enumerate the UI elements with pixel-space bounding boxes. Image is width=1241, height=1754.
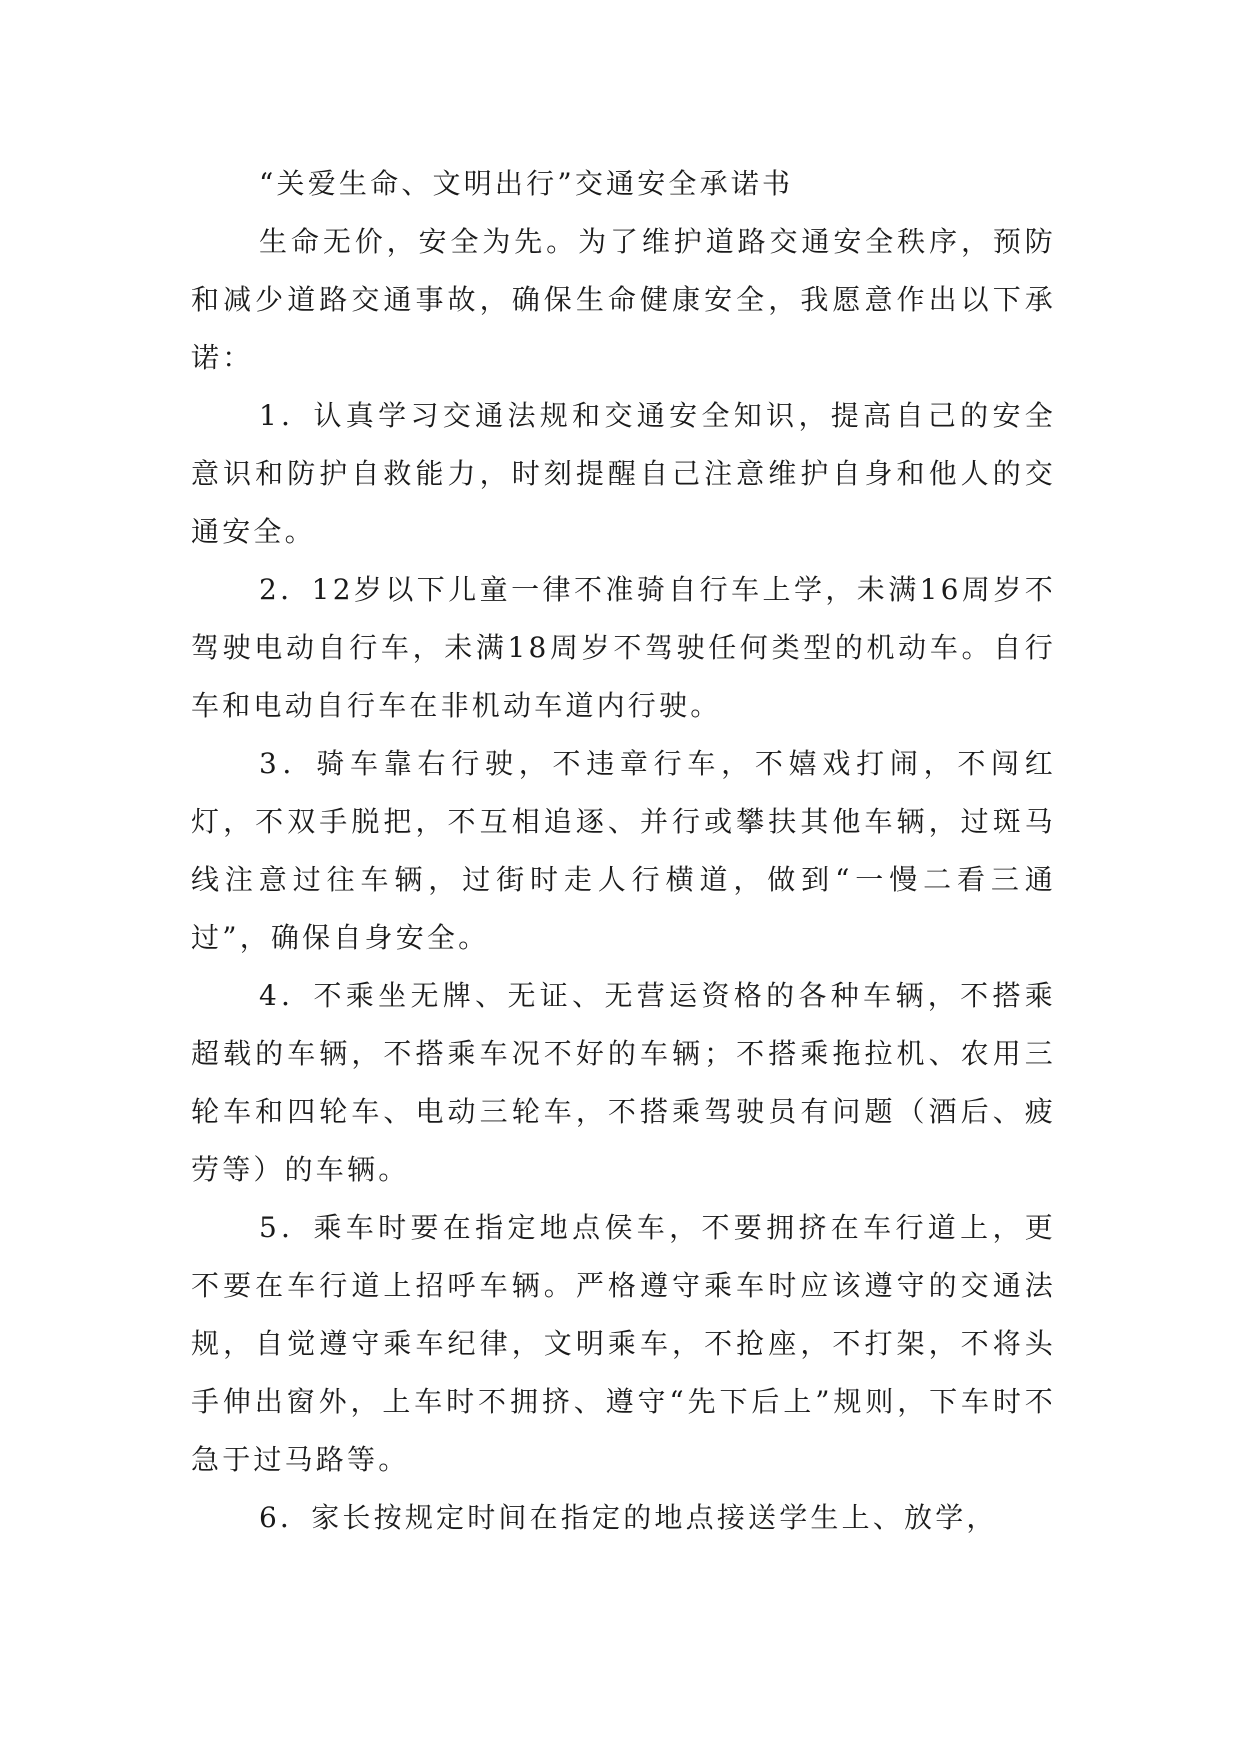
paragraph-item-5: 5．乘车时要在指定地点侯车，不要拥挤在车行道上，更不要在车行道上招呼车辆。严格遵守乘车时应该遵守的交通法规，自觉遵守乘车纪律，文明乘车，不抢座，不打架，不将头手伸出窗外，上车时不拥挤、遵守“先下后上”规则，下车时不急于过马路等。	[191, 1211, 1056, 1476]
paragraph-item-1: 1．认真学习交通法规和交通安全知识，提高自己的安全意识和防护自救能力，时刻提醒自己注意维护自身和他人的交通安全。	[191, 399, 1056, 548]
paragraph-item-3: 3．骑车靠右行驶，不违章行车，不嬉戏打闹，不闯红灯，不双手脱把，不互相追逐、并行或攀扶其他车辆，过斑马线注意过往车辆，过街时走人行横道，做到“一慢二看三通过”，确保自身安全。	[191, 747, 1056, 954]
paragraph-intro: 生命无价，安全为先。为了维护道路交通安全秩序，预防和减少道路交通事故，确保生命健康安全，我愿意作出以下承诺：	[191, 225, 1056, 374]
paragraph-item-6: 6．家长按规定时间在指定的地点接送学生上、放学，	[259, 1501, 998, 1534]
paragraph-item-2: 2．12岁以下儿童一律不准骑自行车上学，未满16周岁不驾驶电动自行车，未满18周岁不驾驶任何类型的机动车。自行车和电动自行车在非机动车道内行驶。	[191, 573, 1056, 722]
paragraph-item-4: 4．不乘坐无牌、无证、无营运资格的各种车辆，不搭乘超载的车辆，不搭乘车况不好的车辆；不搭乘拖拉机、农用三轮车和四轮车、电动三轮车，不搭乘驾驶员有问题（酒后、疲劳等）的车辆。	[191, 979, 1056, 1186]
document-body	[191, 155, 1056, 1547]
document-title: “关爱生命、文明出行”交通安全承诺书	[259, 167, 794, 200]
